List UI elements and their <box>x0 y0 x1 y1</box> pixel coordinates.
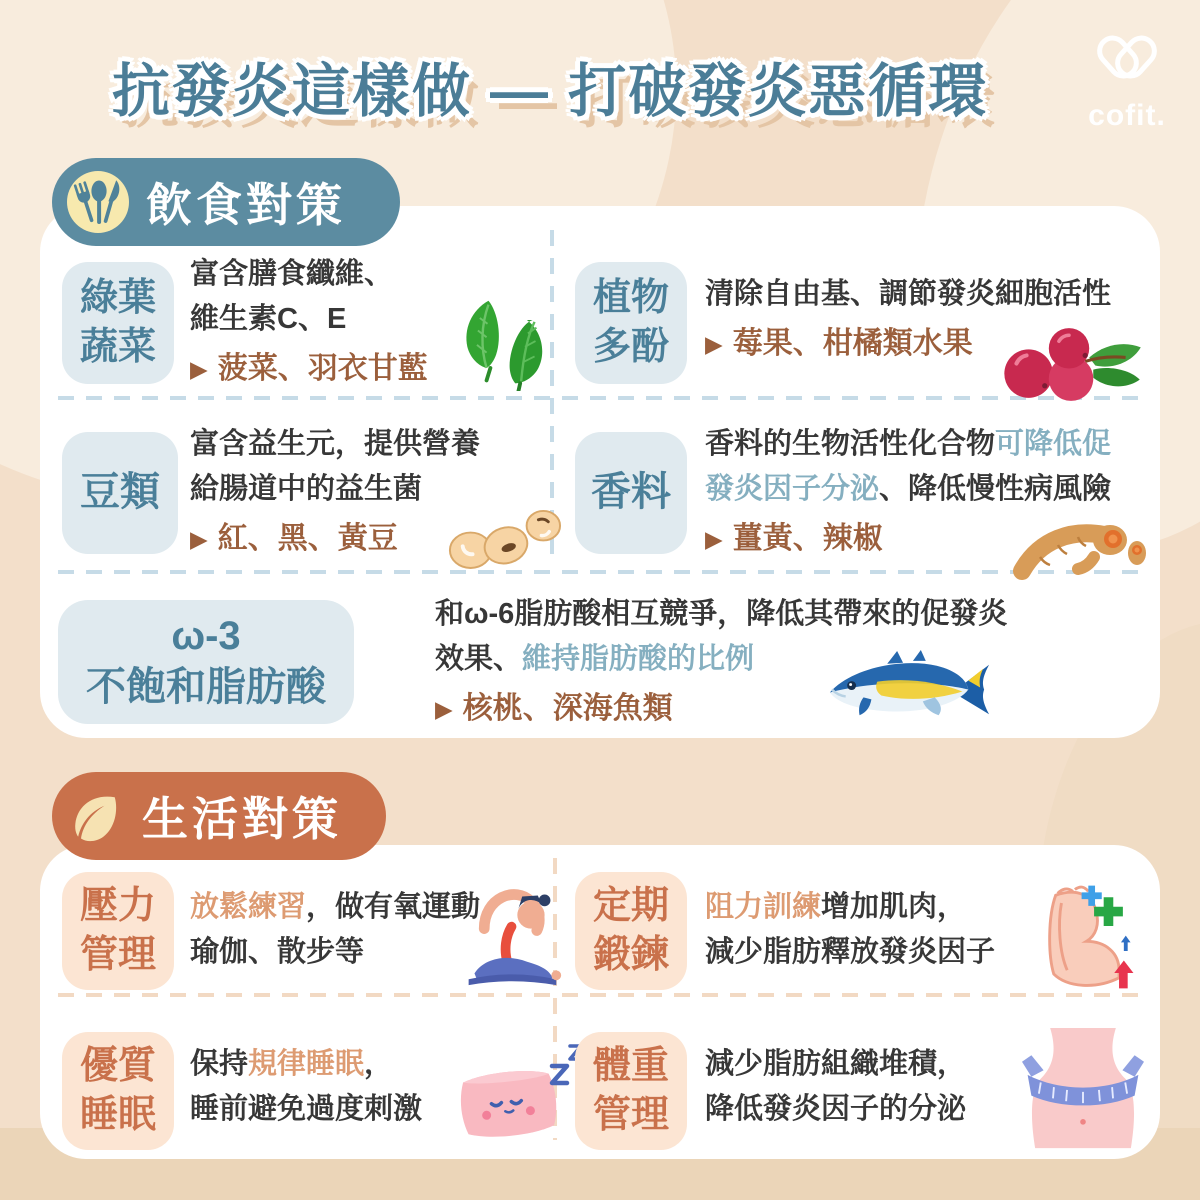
polyphenols-desc-line1: 清除自由基、調節發炎細胞活性 <box>705 278 1112 310</box>
stress-desc <box>190 885 480 975</box>
weight-desc-line1: 減少脂肪組織堆積， <box>705 1048 967 1080</box>
exercise-label-line1: 定期 <box>592 885 669 928</box>
greens-desc <box>190 252 428 392</box>
life-section-header <box>52 772 386 860</box>
spinach-leaves-icon <box>452 295 548 391</box>
life-section-title: 生活對策 <box>142 793 342 845</box>
spices-desc-line1: 香料的生物活性化合物可降低促 <box>705 428 1112 460</box>
berries-icon <box>990 315 1146 411</box>
life-horizontal-divider <box>58 993 1142 997</box>
omega3-examples-text: 核桃、深海魚類 <box>462 691 673 725</box>
spices-desc-line2: 發炎因子分泌、降低慢性病風險 <box>705 472 1112 505</box>
stress-desc-line2: 瑜伽、散步等 <box>190 935 365 968</box>
triangle-bullet-icon: ▶ <box>705 330 723 357</box>
legumes-desc-line1: 富含益生元，提供營養 <box>190 428 481 460</box>
spices-label <box>575 432 687 554</box>
waist-measuring-tape-icon <box>1022 1028 1144 1150</box>
omega3-label <box>58 600 354 724</box>
omega3-desc-line2: 效果、維持脂肪酸的比例 <box>435 642 755 675</box>
soybeans-icon <box>445 500 563 574</box>
spices-examples-text: 薑黃、辣椒 <box>732 521 883 555</box>
polyphenols-examples-text: 莓果、柑橘類水果 <box>732 326 973 360</box>
greens-examples <box>190 346 428 393</box>
diet-section-title: 飲食對策 <box>146 179 346 231</box>
stress-label-line2: 管理 <box>79 934 156 976</box>
greens-label-line2: 蔬菜 <box>79 326 156 368</box>
polyphenols-label <box>575 262 687 384</box>
biceps-muscle-icon <box>1028 878 1140 998</box>
cofit-logo-text: cofit. <box>1088 99 1166 132</box>
greens-desc-line2: 維生素C、E <box>190 302 347 335</box>
exercise-desc-line1: 阻力訓練增加肌肉， <box>705 891 967 923</box>
stress-label-line1: 壓力 <box>79 885 156 928</box>
diet-horizontal-divider-1 <box>58 396 1142 400</box>
legumes-examples <box>190 516 480 563</box>
yoga-pose-icon <box>455 872 567 994</box>
legumes-examples-text: 紅、黑、黃豆 <box>217 521 398 555</box>
sleep-desc-line2: 睡前避免過度刺激 <box>190 1092 423 1125</box>
omega3-label-line1: ω-3 <box>171 613 241 658</box>
greens-label-line1: 綠葉 <box>79 277 156 320</box>
triangle-bullet-icon: ▶ <box>435 695 453 722</box>
greens-label <box>62 262 174 384</box>
weight-desc-line2: 降低發炎因子的分泌 <box>705 1092 967 1125</box>
exercise-label-line2: 鍛鍊 <box>592 934 669 976</box>
turmeric-icon <box>1010 495 1150 587</box>
sleep-desc-line1: 保持規律睡眠， <box>190 1048 394 1080</box>
stress-label <box>62 872 174 990</box>
exercise-desc <box>705 885 995 975</box>
utensils-icon <box>66 170 130 234</box>
legumes-desc-line2: 給腸道中的益生菌 <box>190 472 423 505</box>
polyphenols-label-line2: 多酚 <box>592 326 669 368</box>
triangle-bullet-icon: ▶ <box>190 525 208 552</box>
sleep-label-line1: 優質 <box>79 1045 156 1088</box>
spices-label-text: 香料 <box>591 470 671 515</box>
greens-examples-text: 菠菜、羽衣甘藍 <box>217 351 428 385</box>
stress-desc-line1: 放鬆練習，做有氧運動 <box>190 891 481 923</box>
sleep-label-line2: 睡眠 <box>79 1094 156 1136</box>
cofit-logo <box>1072 30 1182 133</box>
weight-label-line2: 管理 <box>592 1094 669 1136</box>
leaf-icon <box>66 786 126 846</box>
cofit-heart-icon <box>1090 30 1164 92</box>
page-title: 抗發炎這樣做 — 打破發炎惡循環 <box>111 59 989 124</box>
sleep-desc <box>190 1042 422 1132</box>
weight-label-line1: 體重 <box>592 1045 669 1088</box>
tuna-fish-icon <box>818 638 996 742</box>
polyphenols-label-line1: 植物 <box>592 277 669 320</box>
triangle-bullet-icon: ▶ <box>705 525 723 552</box>
weight-desc <box>705 1042 966 1132</box>
omega3-label-line2: 不飽和脂肪酸 <box>86 665 326 709</box>
legumes-label <box>62 432 178 554</box>
legumes-label-text: 豆類 <box>80 470 160 515</box>
sleeping-pillow-icon <box>448 1038 588 1153</box>
diet-horizontal-divider-2 <box>58 570 1142 574</box>
omega3-desc-line1: 和ω-6脂肪酸相互競爭，降低其帶來的促發炎 <box>435 598 1008 630</box>
triangle-bullet-icon: ▶ <box>190 355 208 382</box>
legumes-desc <box>190 422 480 562</box>
exercise-desc-line2: 減少脂肪釋放發炎因子 <box>705 935 996 968</box>
exercise-label <box>575 872 687 990</box>
weight-label <box>575 1032 687 1150</box>
sleep-label <box>62 1032 174 1150</box>
greens-desc-line1: 富含膳食纖維、 <box>190 258 394 290</box>
diet-section-header <box>52 158 400 246</box>
